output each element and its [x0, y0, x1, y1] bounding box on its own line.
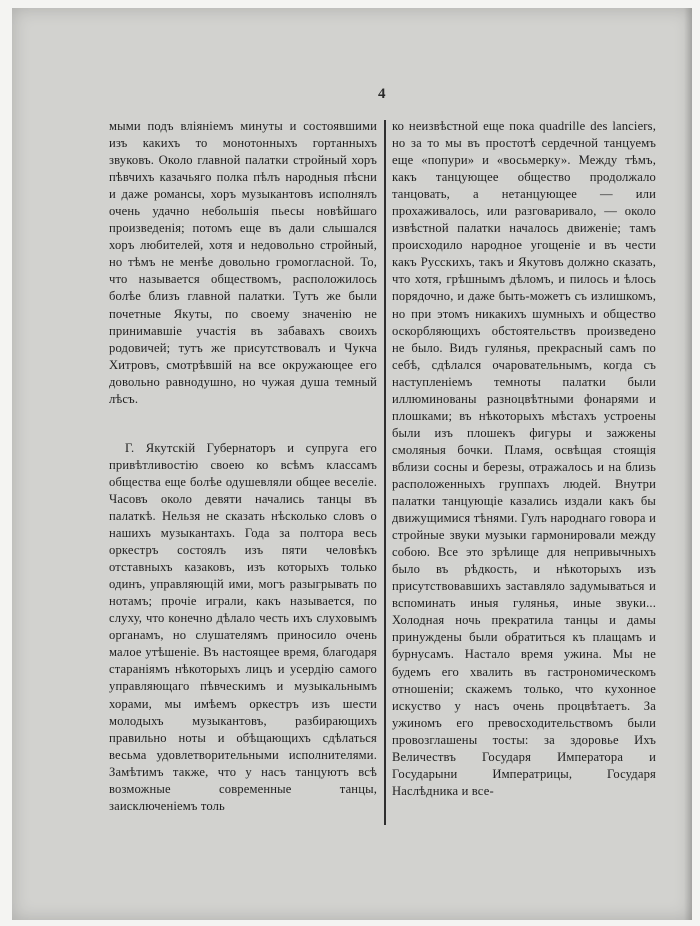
page-edge-shadow — [684, 8, 692, 920]
right-column — [392, 118, 656, 800]
left-paragraph-1: мыми подъ вліяніемъ минуты и состоявшими изъ какихъ то монотонныхъ гортанныхъ звуковъ. Около главной палатки стройный хоръ пѣвчихъ казачьяго полка пѣлъ народныя пѣсни и даже романсы, хоръ музыкантовъ исполнялъ очень удачно небольшія пьесы новѣйшаго произведенія; потомъ еще въ дали слышался хоръ любителей, хотя и недовольно стройный, но тѣмъ не менѣе довольно громогласной. То, что называется обществомъ, расположилось болѣе близъ главной палатки. Тутъ же были почетные Якуты, по своему значенію не принимавшіе участія въ забавахъ своихъ родовичей; тутъ же присутствовалъ и Чукча Хитровъ, смотрѣвшій на все окружающее его довольно равнодушно, но чужая душа темный лѣсъ. — [109, 119, 377, 406]
left-column — [109, 118, 377, 815]
page-number: 4 — [378, 86, 386, 102]
right-paragraph-1: ко неизвѣстной еще пока quadrille des lanciers, но за то мы въ простотѣ сердечной танцуемъ еще «попури» и «восьмерку». Между тѣмъ, какъ танцующее общество продолжало танцовать, а нетанцующее — или прохаживалось, или разговаривало, — около извѣстной палатки началось движеніе; тамъ происходило народное угощеніе и въ чести какъ Русскихъ, такъ и Якутовъ должно сказать, что хотя, грѣшнымъ дѣломъ, и пилось и ѣлось порядочно, и даже быть-можетъ съ излишкомъ, но при этомъ никакихъ шумныхъ и общество оскорбляющихъ обстоятельствъ произведено не было. Видъ гулянья, прекрасный самъ по себѣ, сдѣлался очаровательнымъ, когда съ наступленіемъ темноты палатки были иллюминованы разноцвѣтными фонарями и плошками; въ нѣкоторыхъ мѣстахъ устроены были изъ плошекъ фигуры и зажжены смоляныя бочки. Пламя, освѣщая стоящія вблизи сосны и березы, отражалось и на близь расположенныхъ группахъ людей. Внутри палатки танцующіе казались издали какъ бы движущимися тѣнями. Гулъ народнаго говора и стройные звуки музыки гармонировали между собою. Все это зрѣлище для непривычныхъ было въ рѣдкость, и нѣкоторыхъ изъ присутствовавшихъ заставляло задумываться и вспоминать иныя гулянья, иные звуки... Холодная ночь прекратила танцы и дамы принуждены были обратиться къ плащамъ и бурнусамъ. Настало время ужина. Мы не будемъ его хвалить въ гастрономическомъ отношеніи; скажемъ только, что кухонное искуство у насъ очень процвѣтаетъ. За ужиномъ его превосходительствомъ были провозглашены тосты: за здоровье Ихъ Величествъ Государя Императора и Государыни Императрицы, Государя Наслѣдника и все- — [392, 119, 656, 798]
left-paragraph-2: Г. Якутскій Губернаторъ и супруга его привѣтливостію своею ко всѣмъ классамъ общества еще болѣе одушевляли общее веселіе. Часовъ около девяти начались танцы въ палаткѣ. Нельзя не сказать нѣсколько словъ о нашихъ музыкантахъ. Года за полтора весь оркестръ состоялъ изъ пяти человѣкъ отставныхъ казаковъ, изъ которыхъ только одинъ, управляющій ими, могъ разыгрывать по нотамъ; прочіе играли, какъ называется, по слуху, что конечно дѣлало честь ихъ слуховымъ органамъ, но слушателямъ приносило очень малое утѣшеніе. Въ настоящее время, благодаря стараніямъ нѣкоторыхъ лицъ и усердію самого управляющаго пѣвческимъ и музыкальнымъ хорами, мы имѣемъ оркестръ изъ шести молодыхъ музыкантовъ, разбирающихъ правильно ноты и обѣщающихъ сдѣлаться весьма удовлетворительными исполнителями. Замѣтимъ также, что у насъ танцуютъ всѣ возможные современные танцы, заисключеніемъ толь — [109, 440, 377, 813]
column-divider — [384, 120, 386, 825]
newspaper-page — [12, 8, 692, 920]
